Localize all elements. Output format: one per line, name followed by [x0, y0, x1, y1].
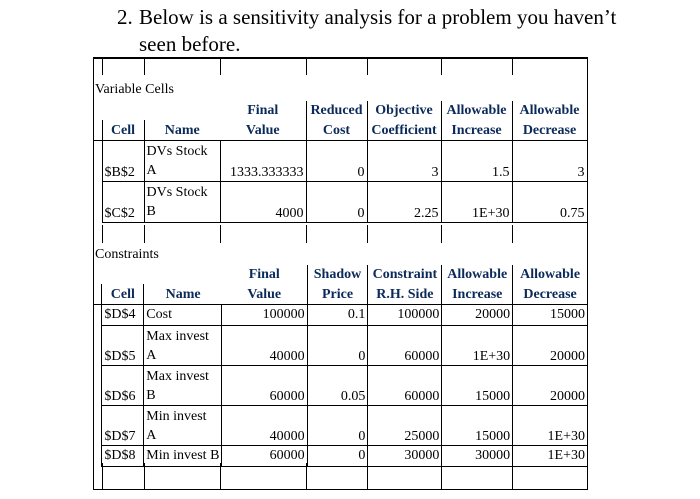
constraint-row-final-value: 100000: [222, 305, 307, 326]
constraint-row-name-line2: A: [146, 427, 157, 443]
constraint-row: [94, 326, 588, 366]
constraint-row-final-value: 40000: [222, 406, 307, 446]
question-number: 2.: [117, 5, 133, 29]
constraint-row-name: [144, 366, 222, 406]
constraint-row-name-line1: Max invest: [146, 328, 209, 344]
variable-header-row-1: [94, 101, 587, 120]
constraint-row-name-line1: Min invest: [146, 408, 207, 424]
constraint-header-2-name: Name: [144, 284, 222, 305]
question-line-1: Below is a sensitivity analysis for a problem you haven’t: [139, 5, 617, 29]
constraint-row-cell: $D$5: [102, 326, 144, 366]
variable-row-reduced-cost: 0: [306, 182, 367, 223]
variable-row-objective-coefficient: 3: [367, 141, 441, 182]
constraint-header-row-1: [94, 265, 588, 284]
sensitivity-report: [93, 57, 588, 490]
variable-row-allowable-increase: 1E+30: [441, 182, 512, 223]
variable-header-row-2: [94, 120, 587, 141]
constraint-row-name: Cost: [144, 305, 222, 326]
constraint-row-cell: $D$8: [102, 446, 144, 467]
constraint-header-1-shadow: Shadow: [307, 265, 368, 284]
constraint-header-2-increase: Increase: [442, 284, 513, 305]
variable-header-2-decrease: Decrease: [512, 120, 587, 141]
constraint-row-allowable-increase: 15000: [442, 406, 513, 446]
constraint-row-name-line2: B: [146, 387, 156, 403]
constraint-row: [94, 366, 588, 406]
variable-cells-table: [94, 101, 588, 223]
constraint-row-allowable-decrease: 20000: [513, 326, 588, 366]
constraint-row-rhs: 100000: [368, 305, 442, 326]
constraint-row-final-value: 60000: [222, 446, 307, 467]
constraint-row-shadow-price: 0: [307, 446, 368, 467]
constraint-row-shadow-price: 0.1: [307, 305, 368, 326]
constraint-header-1-name: [144, 265, 222, 284]
constraint-header-1-constraint: Constraint: [368, 265, 442, 284]
variable-row-cell: $C$2: [102, 182, 144, 223]
variable-header-1-name: [144, 101, 220, 120]
variable-header-2-increase: Increase: [441, 120, 512, 141]
constraint-row-allowable-increase: 1E+30: [442, 326, 513, 366]
constraint-header-1-decrease: Allowable: [513, 265, 588, 284]
variable-header-1-cell: [102, 101, 144, 120]
constraint-row-cell: $D$7: [102, 406, 144, 446]
constraint-row-allowable-decrease: 15000: [513, 305, 588, 326]
constraint-row-name: [144, 406, 222, 446]
question-line-2: seen before.: [139, 32, 241, 56]
constraint-row-shadow-price: 0: [307, 406, 368, 446]
variable-row-allowable-decrease: 0.75: [512, 182, 587, 223]
constraints-title: Constraints: [95, 247, 159, 262]
variable-header-2-final: Value: [220, 120, 306, 141]
constraint-row-rhs: 25000: [368, 406, 442, 446]
question-text: [117, 4, 687, 58]
variable-header-2-name: Name: [144, 120, 220, 141]
variable-row-objective-coefficient: 2.25: [367, 182, 441, 223]
constraint-row-allowable-decrease: 20000: [513, 366, 588, 406]
variable-row-final-value: 4000: [220, 182, 306, 223]
constraint-row-final-value: 40000: [222, 326, 307, 366]
variable-cells-title: Variable Cells: [95, 82, 174, 97]
variable-header-2-cell: Cell: [102, 120, 144, 141]
constraint-row-name-line1: Max invest: [146, 368, 209, 384]
constraint-row-allowable-decrease: 1E+30: [513, 406, 588, 446]
constraint-row-name: Min invest B: [144, 446, 222, 467]
constraint-header-1-final: Final: [248, 267, 280, 282]
constraint-row-shadow-price: 0: [307, 326, 368, 366]
constraint-header-2-constraint: R.H. Side: [368, 284, 442, 305]
constraint-row: [94, 305, 588, 326]
variable-row-cell: $B$2: [102, 141, 144, 182]
variable-row-allowable-increase: 1.5: [441, 141, 512, 182]
report-frame-bottom: [93, 489, 588, 490]
constraint-row-allowable-increase: 30000: [442, 446, 513, 467]
constraint-row-rhs: 30000: [368, 446, 442, 467]
variable-row-name-line2: A: [146, 163, 157, 178]
constraint-row-allowable-increase: 15000: [442, 366, 513, 406]
constraint-header-2-shadow: Price: [307, 284, 368, 305]
variable-header-1-decrease: Allowable: [512, 101, 587, 120]
variable-row: [94, 182, 587, 223]
constraint-row-allowable-increase: 20000: [442, 305, 513, 326]
variable-row-name-line1: DVs Stock: [146, 185, 208, 200]
constraint-header-1-cell: [102, 265, 144, 284]
constraint-row-allowable-decrease: 1E+30: [513, 446, 588, 467]
constraint-row-shadow-price: 0.05: [307, 366, 368, 406]
constraint-header-row-2: [94, 284, 588, 305]
constraint-header-2-decrease: Decrease: [513, 284, 588, 305]
constraint-row-name-line2: A: [146, 347, 157, 363]
variable-header-1-objective: Objective: [367, 101, 441, 120]
variable-row-name-line1: DVs Stock: [146, 144, 208, 159]
constraint-row-final-value: 60000: [222, 366, 307, 406]
variable-header-1-final: Final: [247, 103, 279, 118]
variable-row-name-line2: B: [146, 204, 156, 219]
variable-header-1-increase: Allowable: [441, 101, 512, 120]
variable-row-name: [144, 141, 220, 182]
variable-row-allowable-decrease: 3: [512, 141, 587, 182]
constraint-row: [94, 406, 588, 446]
variable-row: [94, 141, 587, 182]
constraint-header-2-cell: Cell: [102, 284, 144, 305]
constraint-row-rhs: 60000: [368, 366, 442, 406]
variable-row-name: [144, 182, 220, 223]
constraint-header-1-increase: Allowable: [442, 265, 513, 284]
section-spacer-row: [94, 225, 587, 243]
header-spacer-row: [94, 59, 587, 75]
variable-header-1-reduced: Reduced: [306, 101, 367, 120]
variable-row-reduced-cost: 0: [306, 141, 367, 182]
constraint-row-cell: $D$6: [102, 366, 144, 406]
constraint-row-rhs: 60000: [368, 326, 442, 366]
constraint-row-cell: $D$4: [102, 305, 144, 326]
constraints-table: [94, 265, 588, 467]
footer-spacer-row: [94, 463, 587, 489]
variable-row-final-value: 1333.333333: [220, 141, 306, 182]
variable-header-2-objective: Coefficient: [367, 120, 441, 141]
constraint-row-name: [144, 326, 222, 366]
variable-header-2-reduced: Cost: [306, 120, 367, 141]
constraint-header-2-final: Value: [222, 284, 307, 305]
